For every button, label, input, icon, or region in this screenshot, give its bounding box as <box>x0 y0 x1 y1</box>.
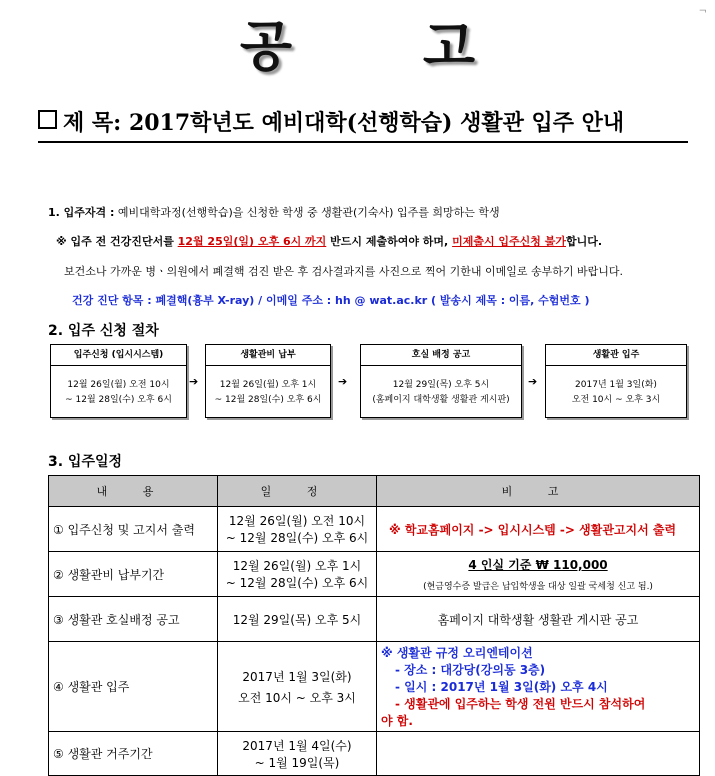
row-date <box>218 552 377 597</box>
row-date <box>218 732 377 776</box>
row-remark <box>377 507 700 552</box>
row-date-line: ~ 12월 28일(수) 오후 6시 <box>225 531 369 545</box>
row-remark: 홈페이지 대학생활 생활관 게시판 공고 <box>377 597 700 642</box>
header-schedule: 일 정 <box>218 476 377 507</box>
step-body: 2017년 1월 3일(화) <box>575 380 657 390</box>
step-body: 12월 26일(월) 오전 10시 <box>67 380 170 390</box>
step-head: 호실 배정 공고 <box>361 345 521 366</box>
health-item-line: 건강 진단 항목 : 폐결핵(흉부 X-ray) / 이메일 주소 : hh @ wat.ac.kr ( 발송시 제목 : 이름, 수험번호 ) <box>72 294 590 307</box>
orientation-notice-cont: 야 함. <box>381 714 413 728</box>
table-row <box>49 552 700 597</box>
step-application <box>50 344 187 418</box>
notice-title: 공 고 <box>239 15 532 78</box>
schedule-title: 3. 입주일정 <box>48 454 123 470</box>
orientation-time: - 일시 : 2017년 1월 3일(화) 오후 4시 <box>395 680 608 694</box>
row-item: ② 생활관비 납부기간 <box>49 552 218 597</box>
step-body: 12월 29일(목) 오후 5시 <box>392 380 490 390</box>
step-body: ~ 12월 28일(수) 오후 6시 <box>65 395 172 405</box>
step-move-in <box>545 344 687 418</box>
orientation-title: ※ 생활관 규정 오리엔테이션 <box>381 646 533 660</box>
health-note-end: 합니다. <box>566 235 603 248</box>
health-note-prefix: ※ 입주 전 건강진단서를 <box>56 235 178 248</box>
subject-text: 제 목: 2017학년도 예비대학(선행학습) 생활관 입주 안내 <box>63 110 625 136</box>
row-date-line: 2017년 1월 4일(수) <box>242 738 352 753</box>
row-date-line: 12월 26일(월) 오전 10시 <box>228 514 366 528</box>
table-row <box>49 597 700 642</box>
row-remark <box>377 552 700 597</box>
step-body: 12월 26일(월) 오후 1시 <box>219 380 317 390</box>
step-head: 생활관비 납부 <box>206 345 330 366</box>
row-item: ⑤ 생활관 거주기간 <box>49 732 218 776</box>
health-note-warning: 미제출시 입주신청 불가 <box>452 235 566 248</box>
step-head: 입주신청 (입시시스템) <box>51 345 186 366</box>
schedule-table <box>48 475 700 776</box>
header-remarks: 비 고 <box>377 476 700 507</box>
row-date <box>218 507 377 552</box>
health-note-mid: 반드시 제출하여야 하며, <box>326 235 453 248</box>
row-date: 12월 29일(목) 오후 5시 <box>218 597 377 642</box>
table-header-row <box>49 476 700 507</box>
subject-line <box>38 106 688 143</box>
orientation-place: - 장소 : 대강당(강의동 3층) <box>395 663 546 677</box>
fee-text: 4 인실 기준 ₩ 110,000 <box>468 558 608 572</box>
step-body: ~ 12월 28일(수) 오후 6시 <box>214 395 322 405</box>
arrow-icon: ➔ <box>338 375 348 388</box>
step-room-assignment <box>360 344 522 418</box>
step-body: (홈페이지 대학생활 생활관 게시판) <box>372 395 510 405</box>
step-body: 오전 10시 ~ 오후 3시 <box>571 395 661 405</box>
row-date-line: ~ 1월 19일(목) <box>254 755 340 770</box>
arrow-icon: ➔ <box>528 375 538 388</box>
header-content: 내 용 <box>49 476 218 507</box>
row-item: ④ 생활관 입주 <box>49 642 218 732</box>
remark-text: ※ 학교홈페이지 -> 입시시스템 -> 생활관고지서 출력 <box>389 522 677 537</box>
row-date-line: 2017년 1월 3일(화) <box>242 669 352 684</box>
eligibility-line <box>48 204 500 220</box>
table-row <box>49 642 700 732</box>
row-remark <box>377 732 700 776</box>
table-row <box>49 507 700 552</box>
row-date-line: ~ 12월 28일(수) 오후 6시 <box>225 576 369 590</box>
checkbox-icon <box>38 110 57 129</box>
receipt-note: (현금영수증 발급은 납입학생을 대상 일괄 국세청 신고 됨.) <box>423 582 653 592</box>
health-guide: 보건소나 가까운 병ㆍ의원에서 폐결핵 검진 받은 후 검사결과지를 사진으로 찍어 기한내 이메일로 송부하기 바랍니다. <box>64 265 623 278</box>
row-date <box>218 642 377 732</box>
row-date-line: 12월 26일(월) 오후 1시 <box>232 559 362 573</box>
table-row <box>49 732 700 776</box>
procedure-title: 2. 입주 신청 절차 <box>48 323 159 339</box>
orientation-notice: - 생활관에 입주하는 학생 전원 반드시 참석하여 <box>395 697 646 711</box>
eligibility-text: 예비대학과정(선행학습)을 신청한 학생 중 생활관(기숙사) 입주를 희망하는 학생 <box>117 206 500 219</box>
eligibility-label: 1. 입주자격 : <box>48 206 115 219</box>
step-payment <box>205 344 331 418</box>
row-item: ① 입주신청 및 고지서 출력 <box>49 507 218 552</box>
page-corner-mark: ¬ <box>698 6 707 17</box>
health-note <box>56 233 602 249</box>
row-date-line: 오전 10시 ~ 오후 3시 <box>238 690 356 705</box>
step-head: 생활관 입주 <box>546 345 686 366</box>
row-remark <box>377 642 700 732</box>
health-note-deadline: 12월 25일(일) 오후 6시 까지 <box>177 235 327 248</box>
arrow-icon: ➔ <box>189 375 199 388</box>
row-item: ③ 생활관 호실배정 공고 <box>49 597 218 642</box>
